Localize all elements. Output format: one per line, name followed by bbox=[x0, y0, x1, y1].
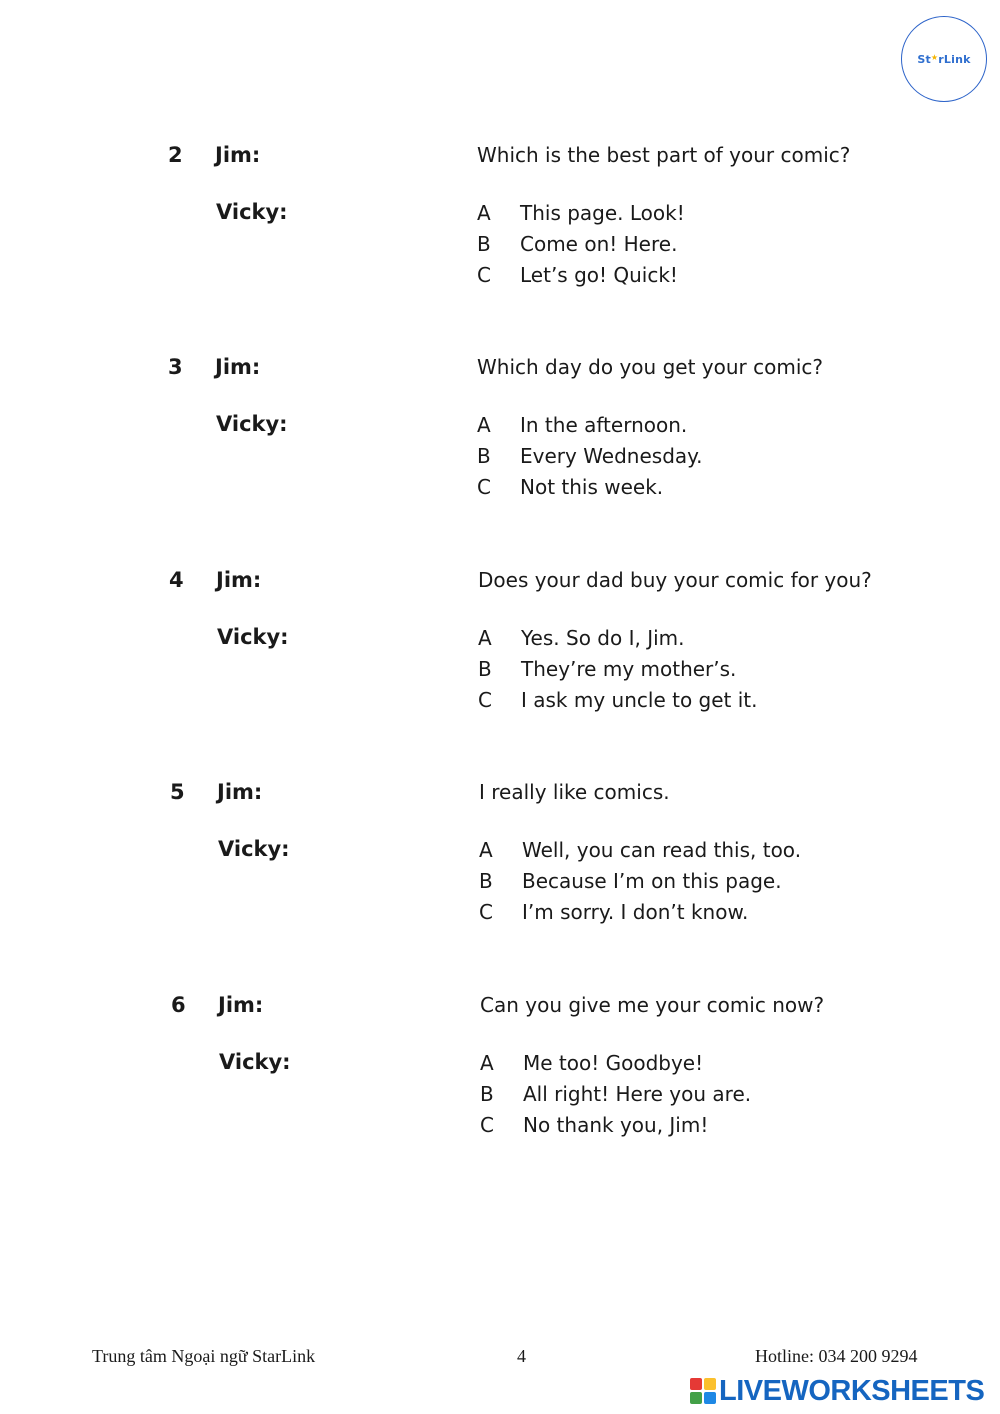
watermark-text: LIVEWORKSHEETS bbox=[719, 1374, 985, 1407]
footer-hotline: Hotline: 034 200 9294 bbox=[755, 1346, 918, 1366]
answer-options bbox=[479, 835, 801, 928]
option-letter: C bbox=[480, 1113, 494, 1137]
answer-options bbox=[477, 410, 703, 503]
option-letter: C bbox=[478, 688, 492, 712]
option-text: In the afternoon. bbox=[520, 413, 688, 437]
option-letter: B bbox=[477, 232, 491, 256]
answer-option-c[interactable] bbox=[480, 1110, 751, 1141]
option-letter: B bbox=[478, 657, 492, 681]
option-text: Every Wednesday. bbox=[520, 444, 703, 468]
option-text: Well, you can read this, too. bbox=[522, 838, 802, 862]
speaker-vicky: Vicky: bbox=[219, 1050, 291, 1074]
option-text: All right! Here you are. bbox=[523, 1082, 752, 1106]
question-2 bbox=[0, 141, 1000, 301]
question-number: 3 bbox=[168, 355, 183, 379]
speaker-vicky: Vicky: bbox=[216, 200, 288, 224]
option-text: Yes. So do I, Jim. bbox=[521, 626, 685, 650]
speaker-jim: Jim: bbox=[215, 143, 261, 167]
option-text: This page. Look! bbox=[520, 201, 685, 225]
speaker-jim: Jim: bbox=[218, 993, 264, 1017]
answer-option-c[interactable] bbox=[479, 897, 801, 928]
jim-prompt: I really like comics. bbox=[479, 780, 670, 804]
answer-option-b[interactable] bbox=[480, 1079, 751, 1110]
answer-options bbox=[480, 1048, 751, 1141]
option-letter: A bbox=[477, 201, 491, 225]
answer-option-b[interactable] bbox=[477, 441, 703, 472]
answer-option-c[interactable] bbox=[477, 472, 703, 503]
question-number: 4 bbox=[169, 568, 184, 592]
question-number: 2 bbox=[168, 143, 183, 167]
jim-prompt: Does your dad buy your comic for you? bbox=[478, 568, 872, 592]
starlink-logo bbox=[901, 16, 987, 102]
speaker-vicky: Vicky: bbox=[217, 625, 289, 649]
speaker-jim: Jim: bbox=[217, 780, 263, 804]
footer-page-number: 4 bbox=[517, 1346, 526, 1366]
answer-options bbox=[478, 623, 758, 716]
speaker-vicky: Vicky: bbox=[216, 412, 288, 436]
option-letter: C bbox=[477, 263, 491, 287]
option-letter: C bbox=[477, 475, 491, 499]
badge-square bbox=[690, 1392, 702, 1404]
answer-option-b[interactable] bbox=[477, 229, 685, 260]
option-text: Not this week. bbox=[520, 475, 664, 499]
option-text: Come on! Here. bbox=[520, 232, 678, 256]
question-3 bbox=[0, 353, 1000, 513]
jim-prompt: Which day do you get your comic? bbox=[477, 355, 823, 379]
jim-prompt: Which is the best part of your comic? bbox=[477, 143, 851, 167]
logo-text: St★rLink bbox=[917, 52, 971, 66]
liveworksheets-watermark bbox=[690, 1374, 990, 1408]
option-letter: A bbox=[477, 413, 491, 437]
option-letter: A bbox=[479, 838, 493, 862]
option-text: Let’s go! Quick! bbox=[520, 263, 678, 287]
speaker-jim: Jim: bbox=[215, 355, 261, 379]
answer-option-c[interactable] bbox=[477, 260, 685, 291]
answer-option-a[interactable] bbox=[479, 835, 801, 866]
question-number: 5 bbox=[170, 780, 185, 804]
answer-option-a[interactable] bbox=[477, 198, 685, 229]
answer-option-a[interactable] bbox=[480, 1048, 751, 1079]
question-4 bbox=[0, 566, 1000, 726]
star-icon: ★ bbox=[930, 52, 939, 62]
option-letter: B bbox=[477, 444, 491, 468]
option-text: Me too! Goodbye! bbox=[523, 1051, 704, 1075]
option-letter: B bbox=[479, 869, 493, 893]
option-text: I’m sorry. I don’t know. bbox=[522, 900, 749, 924]
answer-option-a[interactable] bbox=[478, 623, 758, 654]
option-letter: A bbox=[480, 1051, 494, 1075]
answer-option-b[interactable] bbox=[478, 654, 758, 685]
liveworksheets-badge-icon bbox=[690, 1378, 716, 1404]
badge-square bbox=[704, 1392, 716, 1404]
option-text: Because I’m on this page. bbox=[522, 869, 782, 893]
option-letter: B bbox=[480, 1082, 494, 1106]
answer-option-b[interactable] bbox=[479, 866, 801, 897]
option-text: I ask my uncle to get it. bbox=[521, 688, 758, 712]
badge-square bbox=[690, 1378, 702, 1390]
footer-center-name: Trung tâm Ngoại ngữ StarLink bbox=[92, 1346, 316, 1366]
option-text: No thank you, Jim! bbox=[523, 1113, 709, 1137]
speaker-vicky: Vicky: bbox=[218, 837, 290, 861]
answer-option-a[interactable] bbox=[477, 410, 703, 441]
jim-prompt: Can you give me your comic now? bbox=[480, 993, 825, 1017]
question-6 bbox=[0, 991, 1000, 1151]
question-number: 6 bbox=[171, 993, 186, 1017]
question-5 bbox=[0, 778, 1000, 938]
answer-option-c[interactable] bbox=[478, 685, 758, 716]
option-letter: C bbox=[479, 900, 493, 924]
badge-square bbox=[704, 1378, 716, 1390]
answer-options bbox=[477, 198, 685, 291]
speaker-jim: Jim: bbox=[216, 568, 262, 592]
option-text: They’re my mother’s. bbox=[521, 657, 737, 681]
option-letter: A bbox=[478, 626, 492, 650]
